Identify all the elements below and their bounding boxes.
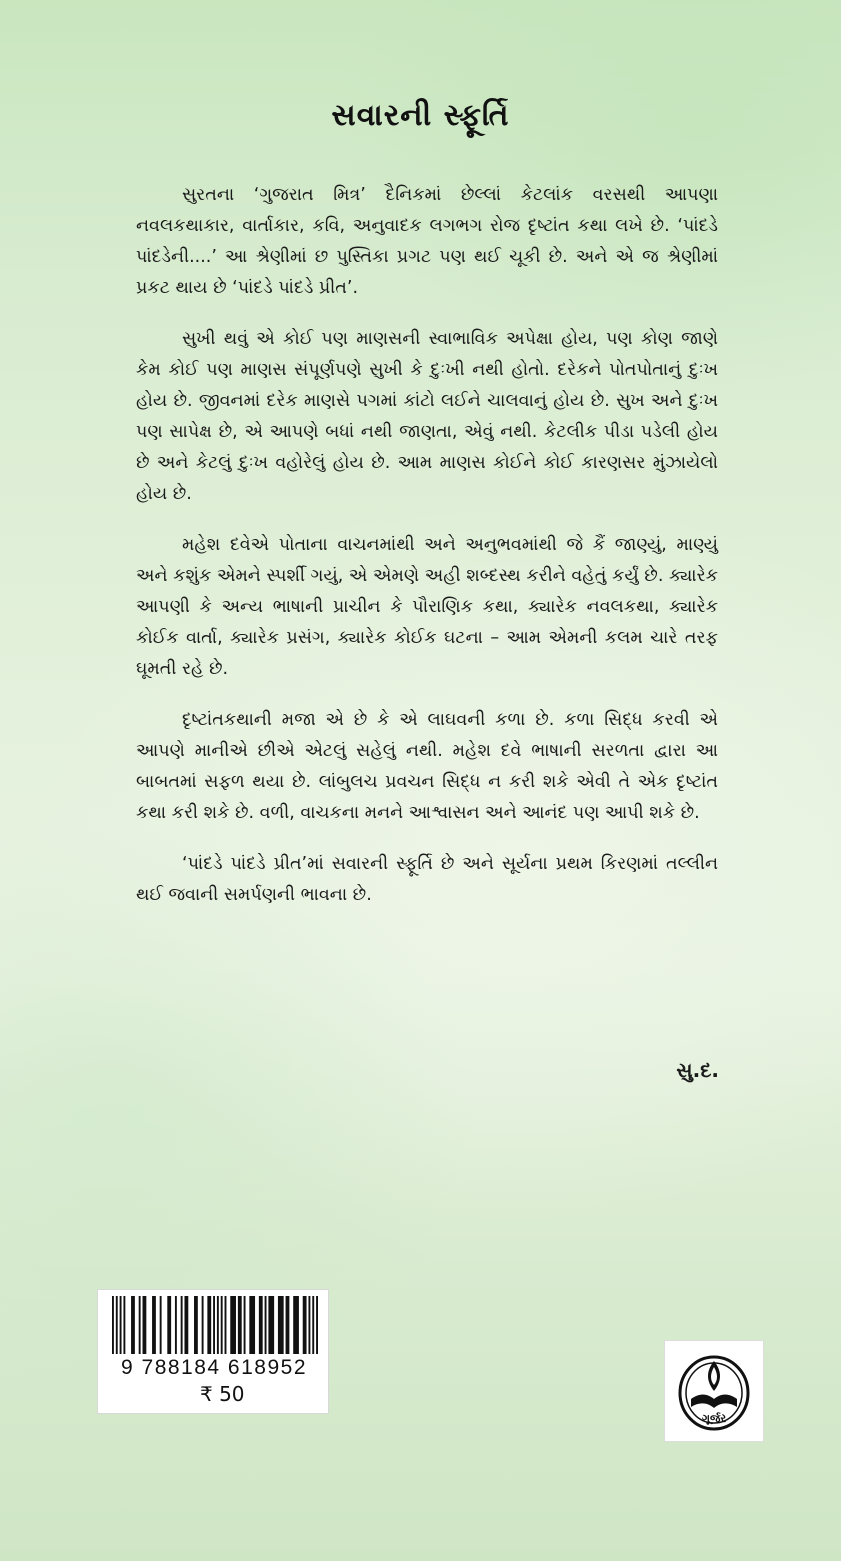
paragraph: સુરતના ‘ગુજરાત મિત્ર’ દૈનિકમાં છેલ્લાં કેટલાંક વરસથી આપણા નવલકથાકાર, વાર્તાકાર, કવિ, અનુવાદક લગભગ રોજ દૃષ્ટાંત કથા લખે છે. ‘પાંદડે પાંદડેની....’ આ શ્રેણીમાં છ પુસ્તિકા પ્રગટ પણ થઈ ચૂકી છે. અને એ જ શ્રેણીમાં પ્રકટ થાય છે ‘પાંદડે પાંદડે પ્રીત’.: [136, 185, 718, 298]
isbn-number: 9 788184 618952: [121, 1356, 307, 1379]
barcode-bar: [139, 1296, 141, 1354]
barcode-bar: [131, 1296, 135, 1354]
barcode-bar: [278, 1296, 284, 1354]
barcode-bar: [120, 1296, 122, 1354]
barcode-bar: [160, 1296, 162, 1354]
barcode-bar: [112, 1296, 114, 1354]
barcode-bar: [181, 1296, 183, 1354]
barcode-bar: [207, 1296, 211, 1354]
blurb-text: [136, 180, 718, 931]
paragraph: સુખી થવું એ કોઈ પણ માણસની સ્વાભાવિક અપેક્ષા હોય, પણ કોણ જાણે કેમ કોઈ પણ માણસ સંપૂર્ણપણે સુખી કે દુઃખી નથી હોતો. દરેકને પોતપોતાનું દુઃખ હોય છે. જીવનમાં દરેક માણસે પગમાં કાંટો લઈને ચાલવાનું હોય છે. સુખ અને દુઃખ પણ સાપેક્ષ છે, એ આપણે બધાં નથી જાણતા, એવું નથી. કેટલીક પીડા પડેલી હોય છે અને કેટલું દુઃખ વહોરેલું હોય છે. આમ માણસ કોઈને કોઈ કારણસર મુંઝાયેલો હોય છે.: [136, 329, 718, 504]
barcode-bar: [249, 1296, 255, 1354]
barcode-bar: [265, 1296, 267, 1354]
barcode-bars-icon: [112, 1296, 318, 1354]
barcode-bar: [259, 1296, 263, 1354]
barcode-bar: [143, 1296, 147, 1354]
paragraph: ‘પાંદડે પાંદડે પ્રીત’માં સવારની સ્ફૂર્તિ છે અને સૂર્યના પ્રથમ કિરણમાં તલ્લીન થઈ જવાની સમર્પણની ભાવના છે.: [136, 854, 718, 905]
barcode-bar: [152, 1296, 156, 1354]
barcode-bar: [123, 1296, 125, 1354]
barcode-bar: [184, 1296, 188, 1354]
barcode-bar: [225, 1296, 227, 1354]
barcode-bar: [202, 1296, 204, 1354]
page-title: સવારની સ્ફૂર્તિ: [331, 98, 510, 133]
barcode-bar: [116, 1296, 118, 1354]
barcode-bar: [194, 1296, 198, 1354]
paragraph: મહેશ દવેએ પોતાના વાચનમાંથી અને અનુભવમાંથી જે કૈં જાણ્યું, માણ્યું અને કશુંક એમને સ્પર્શી ગયું, એ એમણે અહી શબ્દસ્થ કરીને વહેતું કર્યું છે. ક્યારેક આપણી કે અન્ય ભાષાની પ્રાચીન કે પૌરાણિક કથા, ક્યારેક નવલકથા, ક્યારેક કોઈક વાર્તા, ક્યારેક પ્રસંગ, ક્યારેક કોઈક ઘટના – આમ એમની કલમ ચારે તરફ ઘૂમતી રહે છે.: [136, 535, 718, 679]
publisher-logo-text: ગૂર્જર: [701, 1412, 727, 1425]
barcode-bar: [230, 1296, 236, 1354]
price-label: ₹ 50: [200, 1382, 245, 1406]
barcode-bar: [238, 1296, 242, 1354]
barcode-bar: [303, 1296, 307, 1354]
barcode-bar: [213, 1296, 215, 1354]
paragraph: દૃષ્ટાંતકથાની મજા એ છે કે એ લાઘવની કળા છે. કળા સિદ્ધ કરવી એ આપણે માનીએ છીએ એટલું સહેલું નથી. મહેશ દવે ભાષાની સરળતા દ્વારા આ બાબતમાં સફળ થયા છે. લાંબુલચ પ્રવચન સિદ્ધ ન કરી શકે એવી તે એક દૃષ્ટાંત કથા કરી શકે છે. વળી, વાચકના મનને આશ્વાસન અને આનંદ પણ આપી શકે છે.: [136, 710, 718, 823]
barcode-bar: [286, 1296, 290, 1354]
barcode-bar: [268, 1296, 274, 1354]
barcode-bar: [221, 1296, 223, 1354]
signature: સુ.દ.: [676, 1058, 719, 1082]
barcode-bar: [217, 1296, 219, 1354]
barcode-bar: [293, 1296, 299, 1354]
barcode-bar: [175, 1296, 177, 1354]
barcode-bar: [167, 1296, 171, 1354]
publisher-logo: [664, 1340, 764, 1442]
barcode-bar: [308, 1296, 310, 1354]
barcode-bar: [312, 1296, 314, 1354]
barcode-bar: [316, 1296, 318, 1354]
barcode-bar: [244, 1296, 246, 1354]
publisher-emblem-icon: [673, 1349, 755, 1433]
barcode: [97, 1289, 329, 1414]
